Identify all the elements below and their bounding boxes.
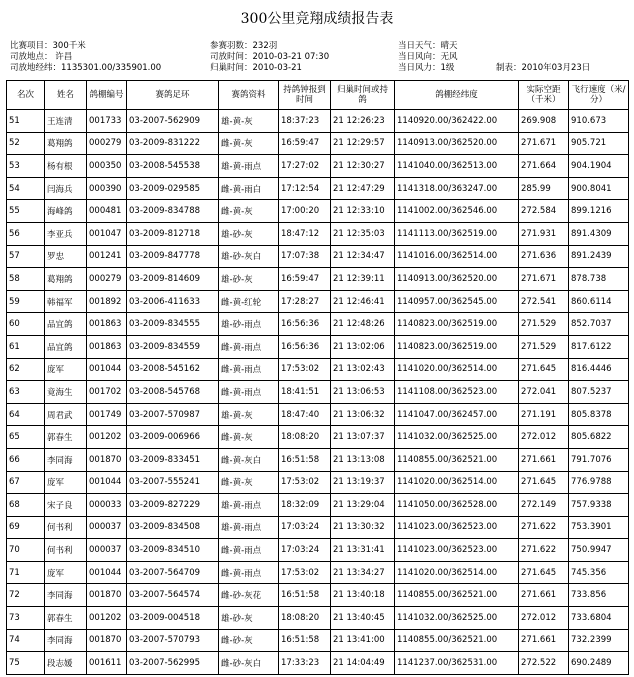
cell-clock-time: 17:33:23 — [279, 652, 331, 675]
cell-rank: 64 — [7, 403, 45, 426]
cell-speed: 750.9947 — [569, 539, 629, 562]
cell-ring: 03-2009-833451 — [127, 448, 219, 471]
meta-coords: 司放地经纬：1135301.00/335901.00 — [10, 63, 162, 73]
header-rank: 名次 — [7, 81, 45, 110]
cell-speed: 852.7037 — [569, 313, 629, 336]
cell-distance: 272.012 — [519, 607, 569, 630]
cell-speed: 753.3901 — [569, 516, 629, 539]
header-loft-id: 鸽棚编号 — [87, 81, 127, 110]
meta-release-time: 司放时间：2010-03-21 07:30 — [210, 52, 330, 62]
cell-name: 竟海生 — [45, 381, 87, 404]
cell-name: 杨有根 — [45, 155, 87, 178]
cell-loft-id: 000037 — [87, 539, 127, 562]
cell-coords: 1141050.00/362528.00 — [395, 494, 519, 517]
table-row — [7, 426, 629, 449]
cell-clock-time: 17:27:02 — [279, 155, 331, 178]
cell-coords: 1141113.00/362519.00 — [395, 222, 519, 245]
cell-info: 雌-黄-红轮 — [219, 290, 279, 313]
cell-loft-id: 001892 — [87, 290, 127, 313]
cell-rank: 72 — [7, 584, 45, 607]
header-info: 赛鸽资料 — [219, 81, 279, 110]
table-row — [7, 177, 629, 200]
cell-loft-id: 001870 — [87, 584, 127, 607]
cell-return-time: 21 12:26:23 — [331, 110, 395, 133]
cell-distance: 272.041 — [519, 381, 569, 404]
table-row — [7, 652, 629, 675]
header-speed: 飞行速度（米/分） — [569, 81, 629, 110]
cell-loft-id: 001733 — [87, 110, 127, 133]
cell-name: 葛翔鸽 — [45, 132, 87, 155]
cell-return-time: 21 13:06:32 — [331, 403, 395, 426]
cell-speed: 891.2439 — [569, 245, 629, 268]
cell-return-time: 21 12:39:11 — [331, 268, 395, 291]
table-row — [7, 290, 629, 313]
cell-rank: 61 — [7, 335, 45, 358]
cell-ring: 03-2009-006966 — [127, 426, 219, 449]
table-row — [7, 200, 629, 223]
cell-loft-id: 001749 — [87, 403, 127, 426]
cell-clock-time: 17:28:27 — [279, 290, 331, 313]
cell-rank: 60 — [7, 313, 45, 336]
cell-rank: 58 — [7, 268, 45, 291]
cell-name: 宋子良 — [45, 494, 87, 517]
cell-speed: 805.8378 — [569, 403, 629, 426]
cell-info: 雌-黄-雨点 — [219, 381, 279, 404]
cell-loft-id: 001047 — [87, 222, 127, 245]
cell-loft-id: 000037 — [87, 516, 127, 539]
cell-name: 李亚兵 — [45, 222, 87, 245]
cell-info: 雌-黄-雨点 — [219, 561, 279, 584]
cell-ring: 03-2009-029585 — [127, 177, 219, 200]
cell-clock-time: 17:53:02 — [279, 561, 331, 584]
cell-ring: 03-2008-545162 — [127, 358, 219, 381]
cell-speed: 900.8041 — [569, 177, 629, 200]
cell-name: 闫海兵 — [45, 177, 87, 200]
cell-return-time: 21 13:02:06 — [331, 335, 395, 358]
cell-speed: 807.5237 — [569, 381, 629, 404]
cell-info: 雌-黄-灰 — [219, 426, 279, 449]
cell-coords: 1141002.00/362546.00 — [395, 200, 519, 223]
cell-coords: 1140855.00/362521.00 — [395, 448, 519, 471]
cell-info: 雄-黄-雨点 — [219, 516, 279, 539]
cell-return-time: 21 13:19:37 — [331, 471, 395, 494]
cell-speed: 816.4446 — [569, 358, 629, 381]
meta-return-time: 归巢时间：2010-03-21 — [210, 63, 302, 73]
cell-loft-id: 000033 — [87, 494, 127, 517]
cell-speed: 733.6804 — [569, 607, 629, 630]
cell-return-time: 21 12:35:03 — [331, 222, 395, 245]
cell-rank: 73 — [7, 607, 45, 630]
cell-ring: 03-2007-562909 — [127, 110, 219, 133]
table-row — [7, 132, 629, 155]
cell-info: 雌-黄-雨点 — [219, 358, 279, 381]
cell-clock-time: 16:59:47 — [279, 132, 331, 155]
cell-distance: 272.584 — [519, 200, 569, 223]
cell-clock-time: 16:56:36 — [279, 335, 331, 358]
cell-return-time: 21 13:02:43 — [331, 358, 395, 381]
cell-coords: 1141020.00/362514.00 — [395, 358, 519, 381]
cell-clock-time: 16:59:47 — [279, 268, 331, 291]
cell-return-time: 21 14:04:49 — [331, 652, 395, 675]
cell-ring: 03-2009-831222 — [127, 132, 219, 155]
cell-coords: 1141023.00/362523.00 — [395, 516, 519, 539]
cell-name: 段志媛 — [45, 652, 87, 675]
table-row — [7, 494, 629, 517]
cell-distance: 271.645 — [519, 358, 569, 381]
cell-return-time: 21 12:48:26 — [331, 313, 395, 336]
cell-speed: 757.9338 — [569, 494, 629, 517]
cell-coords: 1141047.00/362457.00 — [395, 403, 519, 426]
cell-clock-time: 17:03:24 — [279, 539, 331, 562]
cell-return-time: 21 13:41:00 — [331, 629, 395, 652]
cell-coords: 1141020.00/362514.00 — [395, 471, 519, 494]
cell-coords: 1140823.00/362519.00 — [395, 313, 519, 336]
cell-loft-id: 001611 — [87, 652, 127, 675]
cell-distance: 271.661 — [519, 629, 569, 652]
cell-name: 李同海 — [45, 629, 87, 652]
table-row — [7, 561, 629, 584]
cell-clock-time: 17:53:02 — [279, 471, 331, 494]
cell-rank: 75 — [7, 652, 45, 675]
cell-name: 庞军 — [45, 471, 87, 494]
table-row — [7, 403, 629, 426]
cell-info: 雄-砂-灰白 — [219, 245, 279, 268]
cell-ring: 03-2007-555241 — [127, 471, 219, 494]
cell-name: 郭春生 — [45, 426, 87, 449]
cell-return-time: 21 12:46:41 — [331, 290, 395, 313]
cell-name: 庞军 — [45, 358, 87, 381]
cell-return-time: 21 12:30:27 — [331, 155, 395, 178]
cell-speed: 805.6822 — [569, 426, 629, 449]
cell-rank: 67 — [7, 471, 45, 494]
cell-info: 雌-砂-灰 — [219, 629, 279, 652]
cell-ring: 03-2009-834508 — [127, 516, 219, 539]
cell-loft-id: 001870 — [87, 629, 127, 652]
cell-name: 韩福军 — [45, 290, 87, 313]
cell-loft-id: 000481 — [87, 200, 127, 223]
cell-coords: 1141032.00/362525.00 — [395, 426, 519, 449]
cell-speed: 860.6114 — [569, 290, 629, 313]
cell-name: 何书利 — [45, 539, 87, 562]
cell-ring: 03-2009-827229 — [127, 494, 219, 517]
cell-ring: 03-2009-812718 — [127, 222, 219, 245]
cell-distance: 272.149 — [519, 494, 569, 517]
cell-return-time: 21 13:06:53 — [331, 381, 395, 404]
cell-clock-time: 17:00:20 — [279, 200, 331, 223]
cell-rank: 66 — [7, 448, 45, 471]
cell-return-time: 21 13:30:32 — [331, 516, 395, 539]
cell-return-time: 21 13:40:18 — [331, 584, 395, 607]
cell-rank: 68 — [7, 494, 45, 517]
cell-name: 海峰鸽 — [45, 200, 87, 223]
meta-event: 比赛项目：300千米 — [10, 41, 86, 51]
header-ring: 赛鸽足环 — [127, 81, 219, 110]
cell-distance: 271.622 — [519, 539, 569, 562]
cell-info: 雄-砂-灰 — [219, 607, 279, 630]
page-title: 300公里竞翔成绩报告表 — [240, 11, 394, 27]
meta-wind-force: 当日风力：1级 — [398, 63, 455, 73]
cell-rank: 63 — [7, 381, 45, 404]
cell-loft-id: 001202 — [87, 426, 127, 449]
cell-ring: 03-2009-847778 — [127, 245, 219, 268]
cell-distance: 271.645 — [519, 561, 569, 584]
cell-rank: 70 — [7, 539, 45, 562]
cell-clock-time: 16:56:36 — [279, 313, 331, 336]
cell-ring: 03-2009-004518 — [127, 607, 219, 630]
cell-clock-time: 16:51:58 — [279, 448, 331, 471]
cell-loft-id: 000279 — [87, 268, 127, 291]
cell-name: 庞军 — [45, 561, 87, 584]
header-clock-time: 持鸽钟报到时间 — [279, 81, 331, 110]
cell-info: 雌-黄-灰白 — [219, 448, 279, 471]
cell-speed: 817.6122 — [569, 335, 629, 358]
cell-name: 王连清 — [45, 110, 87, 133]
cell-clock-time: 17:12:54 — [279, 177, 331, 200]
cell-coords: 1140957.00/362545.00 — [395, 290, 519, 313]
cell-name: 品宜鸽 — [45, 313, 87, 336]
cell-return-time: 21 12:29:57 — [331, 132, 395, 155]
cell-distance: 271.671 — [519, 268, 569, 291]
cell-ring: 03-2009-834555 — [127, 313, 219, 336]
cell-speed: 905.721 — [569, 132, 629, 155]
cell-rank: 59 — [7, 290, 45, 313]
cell-ring: 03-2008-545768 — [127, 381, 219, 404]
cell-speed: 910.673 — [569, 110, 629, 133]
cell-name: 周君武 — [45, 403, 87, 426]
cell-distance: 271.645 — [519, 471, 569, 494]
cell-distance: 272.541 — [519, 290, 569, 313]
cell-coords: 1140920.00/362422.00 — [395, 110, 519, 133]
cell-loft-id: 001870 — [87, 448, 127, 471]
cell-return-time: 21 13:31:41 — [331, 539, 395, 562]
table-header-row — [7, 81, 629, 110]
cell-distance: 271.622 — [519, 516, 569, 539]
cell-clock-time: 18:41:51 — [279, 381, 331, 404]
table-row — [7, 155, 629, 178]
cell-speed: 745.356 — [569, 561, 629, 584]
cell-rank: 53 — [7, 155, 45, 178]
cell-speed: 690.2489 — [569, 652, 629, 675]
cell-info: 雌-砂-灰白 — [219, 652, 279, 675]
cell-ring: 03-2007-564574 — [127, 584, 219, 607]
cell-rank: 69 — [7, 516, 45, 539]
cell-info: 雄-砂-灰 — [219, 222, 279, 245]
cell-rank: 74 — [7, 629, 45, 652]
cell-info: 雌-砂-灰花 — [219, 584, 279, 607]
cell-coords: 1140823.00/362519.00 — [395, 335, 519, 358]
cell-rank: 54 — [7, 177, 45, 200]
cell-info: 雄-砂-雨点 — [219, 313, 279, 336]
header-return-time: 归巢时间或持鸽 — [331, 81, 395, 110]
cell-distance: 271.636 — [519, 245, 569, 268]
cell-distance: 271.529 — [519, 335, 569, 358]
cell-ring: 03-2009-834559 — [127, 335, 219, 358]
cell-coords: 1141016.00/362514.00 — [395, 245, 519, 268]
cell-clock-time: 16:51:58 — [279, 629, 331, 652]
cell-info: 雌-黄-灰 — [219, 200, 279, 223]
table-row — [7, 381, 629, 404]
table-row — [7, 358, 629, 381]
results-table — [6, 80, 629, 675]
cell-coords: 1141040.00/362513.00 — [395, 155, 519, 178]
cell-name: 李同海 — [45, 584, 87, 607]
cell-return-time: 21 12:33:10 — [331, 200, 395, 223]
cell-name: 品宜鸽 — [45, 335, 87, 358]
cell-clock-time: 18:37:23 — [279, 110, 331, 133]
table-row — [7, 313, 629, 336]
table-row — [7, 268, 629, 291]
cell-rank: 71 — [7, 561, 45, 584]
cell-info: 雄-黄-雨点 — [219, 155, 279, 178]
cell-info: 雄-黄-雨点 — [219, 494, 279, 517]
cell-distance: 271.931 — [519, 222, 569, 245]
meta-count: 参赛羽数：232羽 — [210, 41, 278, 51]
cell-distance: 285.99 — [519, 177, 569, 200]
table-row — [7, 584, 629, 607]
cell-coords: 1140913.00/362520.00 — [395, 132, 519, 155]
cell-loft-id: 001044 — [87, 358, 127, 381]
cell-coords: 1141108.00/362523.00 — [395, 381, 519, 404]
meta-weather: 当日天气：晴天 — [398, 41, 458, 51]
cell-return-time: 21 13:07:37 — [331, 426, 395, 449]
header-coords: 鸽棚经纬度 — [395, 81, 519, 110]
header-distance: 实际空距（千米） — [519, 81, 569, 110]
cell-info: 雌-黄-雨白 — [219, 177, 279, 200]
table-row — [7, 607, 629, 630]
cell-clock-time: 18:32:09 — [279, 494, 331, 517]
cell-distance: 271.671 — [519, 132, 569, 155]
cell-clock-time: 17:53:02 — [279, 358, 331, 381]
table-row — [7, 516, 629, 539]
cell-return-time: 21 13:34:27 — [331, 561, 395, 584]
cell-distance: 271.529 — [519, 313, 569, 336]
cell-return-time: 21 13:29:04 — [331, 494, 395, 517]
cell-speed: 904.1904 — [569, 155, 629, 178]
cell-ring: 03-2007-570987 — [127, 403, 219, 426]
cell-rank: 65 — [7, 426, 45, 449]
cell-rank: 52 — [7, 132, 45, 155]
cell-name: 何书利 — [45, 516, 87, 539]
cell-info: 雄-黄-灰 — [219, 110, 279, 133]
cell-info: 雌-黄-雨点 — [219, 539, 279, 562]
cell-speed: 776.9788 — [569, 471, 629, 494]
cell-ring: 03-2006-411633 — [127, 290, 219, 313]
cell-speed: 733.856 — [569, 584, 629, 607]
table-row — [7, 448, 629, 471]
cell-coords: 1141032.00/362525.00 — [395, 607, 519, 630]
cell-info: 雄-黄-灰 — [219, 403, 279, 426]
cell-info: 雌-黄-灰 — [219, 132, 279, 155]
header-name: 姓名 — [45, 81, 87, 110]
cell-distance: 271.191 — [519, 403, 569, 426]
cell-loft-id: 000350 — [87, 155, 127, 178]
table-row — [7, 110, 629, 133]
cell-clock-time: 17:07:38 — [279, 245, 331, 268]
cell-coords: 1140855.00/362521.00 — [395, 629, 519, 652]
cell-info: 雄-砂-灰 — [219, 268, 279, 291]
cell-ring: 03-2007-564709 — [127, 561, 219, 584]
cell-return-time: 21 13:40:45 — [331, 607, 395, 630]
cell-name: 李同海 — [45, 448, 87, 471]
table-row — [7, 245, 629, 268]
cell-speed: 732.2399 — [569, 629, 629, 652]
cell-info: 雌-黄-灰 — [219, 471, 279, 494]
cell-coords: 1140913.00/362520.00 — [395, 268, 519, 291]
cell-return-time: 21 12:47:29 — [331, 177, 395, 200]
cell-clock-time: 18:08:20 — [279, 426, 331, 449]
cell-speed: 878.738 — [569, 268, 629, 291]
table-row — [7, 335, 629, 358]
cell-clock-time: 18:47:40 — [279, 403, 331, 426]
cell-name: 郭春生 — [45, 607, 87, 630]
cell-rank: 55 — [7, 200, 45, 223]
table-row — [7, 222, 629, 245]
cell-loft-id: 001863 — [87, 313, 127, 336]
cell-info: 雌-黄-雨点 — [219, 335, 279, 358]
cell-loft-id: 001241 — [87, 245, 127, 268]
cell-return-time: 21 13:13:08 — [331, 448, 395, 471]
cell-distance: 271.661 — [519, 584, 569, 607]
cell-coords: 1140855.00/362521.00 — [395, 584, 519, 607]
cell-coords: 1141023.00/362523.00 — [395, 539, 519, 562]
cell-loft-id: 001202 — [87, 607, 127, 630]
cell-name: 葛翔鸽 — [45, 268, 87, 291]
cell-rank: 57 — [7, 245, 45, 268]
cell-coords: 1141318.00/363247.00 — [395, 177, 519, 200]
cell-speed: 899.1216 — [569, 200, 629, 223]
cell-distance: 272.012 — [519, 426, 569, 449]
cell-loft-id: 001702 — [87, 381, 127, 404]
table-row — [7, 539, 629, 562]
cell-distance: 271.664 — [519, 155, 569, 178]
cell-ring: 03-2008-545538 — [127, 155, 219, 178]
cell-ring: 03-2007-562995 — [127, 652, 219, 675]
table-row — [7, 471, 629, 494]
cell-loft-id: 001044 — [87, 561, 127, 584]
cell-coords: 1141237.00/362531.00 — [395, 652, 519, 675]
cell-return-time: 21 12:34:47 — [331, 245, 395, 268]
cell-ring: 03-2009-834788 — [127, 200, 219, 223]
cell-ring: 03-2007-570793 — [127, 629, 219, 652]
cell-name: 罗忠 — [45, 245, 87, 268]
cell-clock-time: 17:03:24 — [279, 516, 331, 539]
cell-rank: 56 — [7, 222, 45, 245]
cell-clock-time: 18:47:12 — [279, 222, 331, 245]
cell-rank: 62 — [7, 358, 45, 381]
cell-loft-id: 000279 — [87, 132, 127, 155]
cell-clock-time: 16:51:58 — [279, 584, 331, 607]
cell-rank: 51 — [7, 110, 45, 133]
cell-loft-id: 001044 — [87, 471, 127, 494]
cell-ring: 03-2009-814609 — [127, 268, 219, 291]
cell-ring: 03-2009-834510 — [127, 539, 219, 562]
cell-speed: 791.7076 — [569, 448, 629, 471]
cell-loft-id: 001863 — [87, 335, 127, 358]
cell-distance: 272.522 — [519, 652, 569, 675]
meta-made-date: 制表：2010年03月23日 — [496, 63, 591, 73]
meta-wind-direction: 当日风向：无风 — [398, 52, 458, 62]
cell-distance: 271.661 — [519, 448, 569, 471]
cell-clock-time: 18:08:20 — [279, 607, 331, 630]
cell-loft-id: 000390 — [87, 177, 127, 200]
cell-distance: 269.908 — [519, 110, 569, 133]
meta-place: 司放地点： 许昌 — [10, 52, 73, 62]
cell-speed: 891.4309 — [569, 222, 629, 245]
cell-coords: 1141020.00/362514.00 — [395, 561, 519, 584]
table-row — [7, 629, 629, 652]
